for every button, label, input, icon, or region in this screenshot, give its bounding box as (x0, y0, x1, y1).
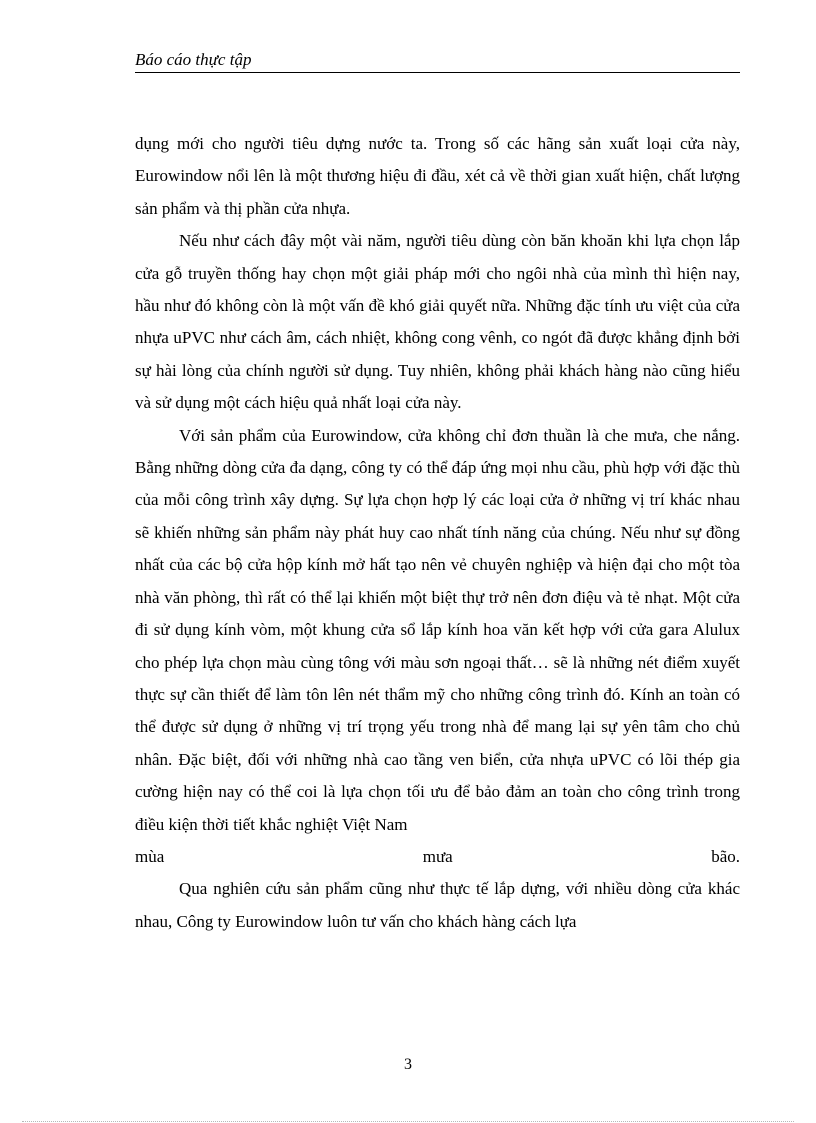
paragraph-eurowindow-products: Với sản phẩm của Eurowindow, cửa không chỉ đơn thuần là che mưa, che nắng. Bằng những dòng cửa đa dạng, công ty có thể đáp ứng mọi nhu cầu, phù hợp với đặc thù của mỗi công trình xây dựng. Sự lựa chọn hợp lý các loại cửa ở những vị trí khác nhau sẽ khiến những sản phẩm này phát huy cao nhất tính năng của chúng. Nếu như sự đồng nhất của các bộ cửa hộp kính mở hất tạo nên vẻ chuyên nghiệp và hiện đại cho một tòa nhà văn phòng, thì rất có thể lại khiến một biệt thự trở nên đơn điệu và tẻ nhạt. Một cửa đi sử dụng kính vòm, một khung cửa sổ lắp kính hoa văn kết hợp với cửa gara Alulux cho phép lựa chọn màu cùng tông với màu sơn ngoại thất… sẽ là những nét điểm xuyết thực sự cần thiết để làm tôn lên nét thẩm mỹ cho những công trình đó. Kính an toàn có thể được sử dụng ở những vị trí trọng yếu trong nhà để mang lại sự yên tâm cho chủ nhân. Đặc biệt, đối với những nhà cao tầng ven biển, cửa nhựa uPVC có lõi thép gia cường hiện nay có thể coi là lựa chọn tối ưu để bảo đảm an toàn cho công trình trong điều kiện thời tiết khắc nghiệt Việt Nam (135, 425, 740, 834)
page-header (135, 50, 740, 73)
paragraph-consumer-choice: Nếu như cách đây một vài năm, người tiêu dùng còn băn khoăn khi lựa chọn lắp cửa gỗ truyền thống hay chọn một giải pháp mới cho ngôi nhà của mình thì hiện nay, hầu như đó không còn là một vấn đề khó giải quyết nữa. Những đặc tính ưu việt của cửa nhựa uPVC như cách âm, cách nhiệt, không cong vênh, co ngót đã được khẳng định bởi sự hài lòng của chính người sử dụng. Tuy nhiên, không phải khách hàng nào cũng hiểu và sử dụng một cách hiệu quả nhất loại cửa này. (135, 231, 740, 413)
spread-word: mưa (422, 846, 453, 866)
paragraph-continuation: dụng mới cho người tiêu dựng nước ta. Trong số các hãng sản xuất loại cửa này, Eurowindow nổi lên là một thương hiệu đi đầu, xét cả về thời gian xuất hiện, chất lượng sản phẩm và thị phần cửa nhựa. (135, 134, 740, 218)
paragraph-consulting: Qua nghiên cứu sản phẩm cũng như thực tế lắp dựng, với nhiều dòng cửa khác nhau, Công ty Eurowindow luôn tư vấn cho khách hàng cách lựa (135, 879, 740, 931)
body-text (135, 128, 740, 938)
spread-word: mùa (135, 846, 165, 866)
page-number: 3 (404, 1056, 412, 1073)
page-bottom-divider (22, 1121, 794, 1122)
spread-word: bão. (711, 846, 740, 866)
spread-line (135, 841, 740, 873)
header-title: Báo cáo thực tập (135, 50, 252, 69)
